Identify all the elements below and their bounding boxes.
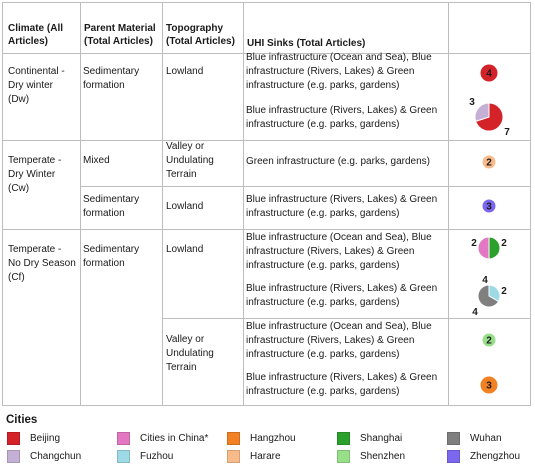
marker-count-label: 4 [482,275,488,286]
article-count-marker [482,199,496,213]
legend-item [117,431,208,445]
legend-item [337,431,402,445]
legend-item [337,449,405,463]
uhi-sink-cell: Blue infrastructure (Ocean and Sea), Blue infrastructure (Rivers, Lakes) & Green infrastructure (e.g. parks, gardens) [246,52,432,91]
marker-count-label: 4 [486,68,492,80]
legend-swatch [447,450,460,463]
header-parent-material: Parent Material (Total Articles) [84,23,156,47]
legend-swatch [7,432,20,445]
article-count-marker [480,64,498,82]
legend-label: Shanghai [360,432,403,444]
article-count-marker [472,275,507,318]
pie-slice [478,237,489,259]
marker-count-label: 2 [486,335,492,347]
article-count-marker [482,333,496,347]
legend-label: Harare [250,450,281,462]
parent-material-cell: Sedimentary formation [83,194,140,219]
legend-swatch [227,432,240,445]
uhi-sink-cell: Blue infrastructure (Ocean and Sea), Blue infrastructure (Rivers, Lakes) & Green infrastructure (e.g. parks, gardens) [246,232,432,271]
climate-cell: Temperate - Dry Winter (Cw) [8,155,62,194]
marker-count-label: 7 [504,127,510,138]
legend-item [7,449,81,463]
uhi-sink-cell: Blue infrastructure (Ocean and Sea), Blue infrastructure (Rivers, Lakes) & Green infrastructure (e.g. parks, gardens) [246,321,432,360]
climate-cell: Temperate - No Dry Season (Cf) [8,244,76,283]
legend-swatch [7,450,20,463]
legend-item [7,431,60,445]
article-count-marker [482,155,496,169]
parent-material-cell: Sedimentary formation [83,244,140,269]
legend-item [227,431,296,445]
uhi-sink-cell: Green infrastructure (e.g. parks, gardens) [246,156,430,167]
marker-count-label: 3 [486,201,492,213]
legend-label: Shenzhen [360,450,406,462]
header-topography: Topography (Total Articles) [166,23,235,47]
marker-count-label: 2 [486,157,492,169]
legend-label: Changchun [30,450,82,462]
legend-label: Cities in China* [140,432,209,444]
legend-label: Zhengzhou [470,450,521,462]
uhi-sink-cell: Blue infrastructure (Rivers, Lakes) & Green infrastructure (e.g. parks, gardens) [246,105,438,130]
marker-count-label: 3 [469,97,475,108]
legend-swatch [337,432,350,445]
legend-swatch [117,450,130,463]
climate-cell: Continental - Dry winter (Dw) [8,66,65,105]
legend-item [447,431,502,445]
parent-material-cell: Mixed [83,155,110,166]
legend-label: Fuzhou [140,450,174,462]
legend-item [227,449,281,463]
header-uhi-sinks: UHI Sinks (Total Articles) [247,38,366,49]
legend-title: Cities [6,414,38,426]
article-count-marker [480,376,498,394]
article-count-marker [469,97,510,138]
marker-count-label: 2 [471,238,477,249]
marker-count-label: 2 [501,238,507,249]
header-climate: Climate (All Articles) [8,23,64,47]
pie-slice [489,237,500,259]
topography-cell: Valley or Undulating Terrain [166,334,214,373]
uhi-sink-cell: Blue infrastructure (Rivers, Lakes) & Green infrastructure (e.g. parks, gardens) [246,283,438,308]
legend-item [117,449,173,463]
topography-cell: Lowland [166,244,204,255]
legend-swatch [337,450,350,463]
legend-swatch [227,450,240,463]
marker-count-label: 2 [501,286,507,297]
uhi-sink-cell: Blue infrastructure (Rivers, Lakes) & Green infrastructure (e.g. parks, gardens) [246,194,438,219]
topography-cell: Valley or Undulating Terrain [166,141,214,180]
topography-cell: Lowland [166,201,204,212]
legend-item [447,449,520,463]
uhi-sink-cell: Blue infrastructure (Rivers, Lakes) & Green infrastructure (e.g. parks, gardens) [246,372,438,397]
marker-count-label: 4 [472,307,478,318]
legend-label: Beijing [30,432,61,444]
legend-label: Hangzhou [250,432,296,444]
parent-material-cell: Sedimentary formation [83,66,140,91]
topography-cell: Lowland [166,66,204,77]
legend-swatch [117,432,130,445]
legend-label: Wuhan [470,432,502,444]
marker-count-label: 3 [486,380,492,392]
legend-swatch [447,432,460,445]
article-count-marker [471,237,507,259]
